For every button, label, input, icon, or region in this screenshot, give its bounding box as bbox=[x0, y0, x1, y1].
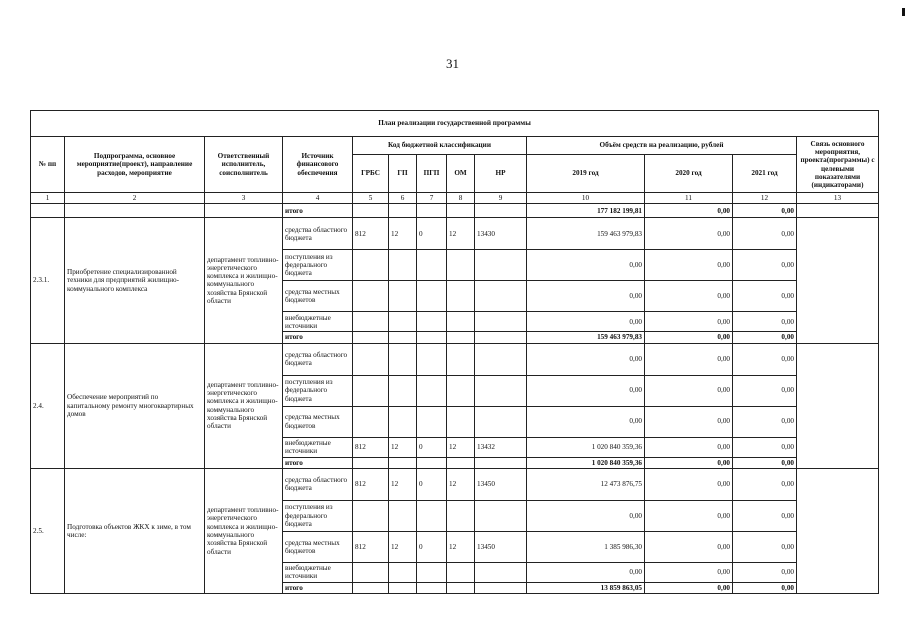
funding-source: поступления из федерального бюджета bbox=[283, 375, 353, 406]
value-2021: 0,00 bbox=[733, 312, 797, 332]
column-number: 10 bbox=[527, 193, 645, 204]
section-number: 2.4. bbox=[31, 343, 65, 468]
code-grbs: 812 bbox=[353, 468, 389, 500]
value-2020: 0,00 bbox=[645, 468, 733, 500]
funding-source: средства местных бюджетов bbox=[283, 531, 353, 562]
code-om bbox=[447, 375, 475, 406]
total-2019: 159 463 979,83 bbox=[527, 332, 645, 343]
code-gp bbox=[389, 500, 417, 531]
value-2020: 0,00 bbox=[645, 218, 733, 250]
code-pgp bbox=[417, 250, 447, 281]
value-2020: 0,00 bbox=[645, 531, 733, 562]
code-nr bbox=[475, 406, 527, 437]
code-om bbox=[447, 562, 475, 582]
section-link bbox=[797, 218, 879, 343]
value-2021: 0,00 bbox=[733, 468, 797, 500]
total-2021: 0,00 bbox=[733, 457, 797, 468]
code-om: 12 bbox=[447, 218, 475, 250]
value-2019: 0,00 bbox=[527, 500, 645, 531]
code-pgp: 0 bbox=[417, 437, 447, 457]
funding-source: поступления из федерального бюджета bbox=[283, 250, 353, 281]
column-number: 7 bbox=[417, 193, 447, 204]
header-budget-code: Код бюджетной классификации bbox=[353, 137, 527, 155]
header-gp: ГП bbox=[389, 155, 417, 193]
funding-source: внебюджетные источники bbox=[283, 437, 353, 457]
value-2021: 0,00 bbox=[733, 218, 797, 250]
code-om bbox=[447, 343, 475, 375]
value-2019: 1 385 986,30 bbox=[527, 531, 645, 562]
funding-source: средства местных бюджетов bbox=[283, 281, 353, 312]
value-2019: 0,00 bbox=[527, 281, 645, 312]
page-number: 31 bbox=[446, 56, 459, 71]
header-volume: Объём средств на реализацию, рублей bbox=[527, 137, 797, 155]
code-nr bbox=[475, 500, 527, 531]
value-2019: 159 463 979,83 bbox=[527, 218, 645, 250]
section-responsible: департамент топливно-энергетического комплекса и жилищно-коммунального хозяйства Брянской области bbox=[205, 218, 283, 343]
value-2020: 0,00 bbox=[645, 312, 733, 332]
value-2021: 0,00 bbox=[733, 531, 797, 562]
section-name: Обеспечение мероприятий по капитальному ремонту многоквартирных домов bbox=[65, 343, 205, 468]
value-2021: 0,00 bbox=[733, 406, 797, 437]
header-responsible: Ответственный исполнитель, соисполнитель bbox=[205, 137, 283, 193]
code-gp bbox=[389, 281, 417, 312]
header-2020: 2020 год bbox=[645, 155, 733, 193]
section-number: 2.5. bbox=[31, 468, 65, 593]
code-gp: 12 bbox=[389, 468, 417, 500]
column-number: 6 bbox=[389, 193, 417, 204]
code-om: 12 bbox=[447, 468, 475, 500]
code-om bbox=[447, 312, 475, 332]
total-2020: 0,00 bbox=[645, 204, 733, 218]
code-grbs: 812 bbox=[353, 531, 389, 562]
total-label: итого bbox=[283, 332, 353, 343]
header-link: Связь основного мероприятия, проекта(программы) с целевыми показателями (индикаторами) bbox=[797, 137, 879, 193]
code-gp bbox=[389, 406, 417, 437]
header-num: № пп bbox=[31, 137, 65, 193]
total-2020: 0,00 bbox=[645, 582, 733, 593]
code-grbs bbox=[353, 343, 389, 375]
code-grbs bbox=[353, 375, 389, 406]
header-grbs: ГРБС bbox=[353, 155, 389, 193]
total-2019: 1 020 840 359,36 bbox=[527, 457, 645, 468]
code-pgp: 0 bbox=[417, 218, 447, 250]
code-gp bbox=[389, 312, 417, 332]
section-name: Подготовка объектов ЖКХ к зиме, в том числе: bbox=[65, 468, 205, 593]
section-responsible: департамент топливно-энергетического комплекса и жилищно-коммунального хозяйства Брянской области bbox=[205, 343, 283, 468]
value-2021: 0,00 bbox=[733, 281, 797, 312]
value-2020: 0,00 bbox=[645, 250, 733, 281]
total-2021: 0,00 bbox=[733, 582, 797, 593]
table-title: План реализации государственной программы bbox=[31, 111, 879, 137]
header-nr: НР bbox=[475, 155, 527, 193]
funding-source: внебюджетные источники bbox=[283, 312, 353, 332]
value-2020: 0,00 bbox=[645, 406, 733, 437]
code-grbs bbox=[353, 562, 389, 582]
value-2020: 0,00 bbox=[645, 500, 733, 531]
section-name: Приобретение специализированной техники для предприятий жилищно-коммунального комплекса bbox=[65, 218, 205, 343]
code-grbs: 812 bbox=[353, 218, 389, 250]
code-nr bbox=[475, 375, 527, 406]
code-nr: 13430 bbox=[475, 218, 527, 250]
code-nr: 13450 bbox=[475, 468, 527, 500]
code-pgp: 0 bbox=[417, 468, 447, 500]
code-gp: 12 bbox=[389, 531, 417, 562]
value-2020: 0,00 bbox=[645, 562, 733, 582]
implementation-plan-table bbox=[30, 110, 879, 594]
total-label: итого bbox=[283, 204, 353, 218]
code-pgp bbox=[417, 281, 447, 312]
funding-source: средства областного бюджета bbox=[283, 218, 353, 250]
value-2019: 0,00 bbox=[527, 562, 645, 582]
code-nr bbox=[475, 343, 527, 375]
total-2020: 0,00 bbox=[645, 457, 733, 468]
value-2019: 1 020 840 359,36 bbox=[527, 437, 645, 457]
value-2020: 0,00 bbox=[645, 375, 733, 406]
code-om bbox=[447, 500, 475, 531]
code-grbs bbox=[353, 250, 389, 281]
column-number-row bbox=[31, 193, 879, 204]
funding-source: поступления из федерального бюджета bbox=[283, 500, 353, 531]
value-2019: 0,00 bbox=[527, 406, 645, 437]
value-2019: 0,00 bbox=[527, 343, 645, 375]
column-number: 5 bbox=[353, 193, 389, 204]
code-nr bbox=[475, 250, 527, 281]
total-2020: 0,00 bbox=[645, 332, 733, 343]
column-number: 2 bbox=[65, 193, 205, 204]
code-om: 12 bbox=[447, 437, 475, 457]
section-link bbox=[797, 468, 879, 593]
column-number: 12 bbox=[733, 193, 797, 204]
code-pgp bbox=[417, 312, 447, 332]
section-number: 2.3.1. bbox=[31, 218, 65, 343]
total-2019: 177 182 199,81 bbox=[527, 204, 645, 218]
value-2019: 0,00 bbox=[527, 312, 645, 332]
code-grbs: 812 bbox=[353, 437, 389, 457]
code-nr bbox=[475, 562, 527, 582]
value-2020: 0,00 bbox=[645, 343, 733, 375]
code-gp: 12 bbox=[389, 218, 417, 250]
code-grbs bbox=[353, 312, 389, 332]
code-nr: 13432 bbox=[475, 437, 527, 457]
top-total-row bbox=[31, 204, 879, 218]
code-om: 12 bbox=[447, 531, 475, 562]
code-nr: 13450 bbox=[475, 531, 527, 562]
code-grbs bbox=[353, 500, 389, 531]
column-number: 1 bbox=[31, 193, 65, 204]
value-2021: 0,00 bbox=[733, 500, 797, 531]
header-pgp: ПГП bbox=[417, 155, 447, 193]
table-row bbox=[31, 343, 879, 375]
code-gp bbox=[389, 562, 417, 582]
code-gp bbox=[389, 375, 417, 406]
column-number: 4 bbox=[283, 193, 353, 204]
total-label: итого bbox=[283, 457, 353, 468]
value-2019: 0,00 bbox=[527, 250, 645, 281]
code-pgp bbox=[417, 375, 447, 406]
funding-source: средства областного бюджета bbox=[283, 468, 353, 500]
code-nr bbox=[475, 312, 527, 332]
table-row bbox=[31, 218, 879, 250]
value-2021: 0,00 bbox=[733, 562, 797, 582]
header-2021: 2021 год bbox=[733, 155, 797, 193]
value-2020: 0,00 bbox=[645, 437, 733, 457]
column-number: 9 bbox=[475, 193, 527, 204]
value-2021: 0,00 bbox=[733, 343, 797, 375]
code-nr bbox=[475, 281, 527, 312]
total-2021: 0,00 bbox=[733, 204, 797, 218]
code-gp bbox=[389, 250, 417, 281]
funding-source: средства местных бюджетов bbox=[283, 406, 353, 437]
code-pgp bbox=[417, 500, 447, 531]
code-om bbox=[447, 406, 475, 437]
code-om bbox=[447, 250, 475, 281]
code-om bbox=[447, 281, 475, 312]
code-grbs bbox=[353, 406, 389, 437]
section-link bbox=[797, 343, 879, 468]
column-number: 11 bbox=[645, 193, 733, 204]
column-number: 13 bbox=[797, 193, 879, 204]
column-number: 3 bbox=[205, 193, 283, 204]
header-source: Источник финансового обеспечения bbox=[283, 137, 353, 193]
column-number: 8 bbox=[447, 193, 475, 204]
value-2019: 12 473 876,75 bbox=[527, 468, 645, 500]
code-pgp: 0 bbox=[417, 531, 447, 562]
funding-source: средства областного бюджета bbox=[283, 343, 353, 375]
code-grbs bbox=[353, 281, 389, 312]
total-2019: 13 859 863,05 bbox=[527, 582, 645, 593]
code-pgp bbox=[417, 406, 447, 437]
value-2019: 0,00 bbox=[527, 375, 645, 406]
code-pgp bbox=[417, 562, 447, 582]
header-name: Подпрограмма, основное мероприятие(проект), направление расходов, мероприятие bbox=[65, 137, 205, 193]
value-2021: 0,00 bbox=[733, 437, 797, 457]
header-2019: 2019 год bbox=[527, 155, 645, 193]
value-2020: 0,00 bbox=[645, 281, 733, 312]
table-row bbox=[31, 468, 879, 500]
section-responsible: департамент топливно-энергетического комплекса и жилищно-коммунального хозяйства Брянской области bbox=[205, 468, 283, 593]
header-om: ОМ bbox=[447, 155, 475, 193]
value-2021: 0,00 bbox=[733, 250, 797, 281]
code-pgp bbox=[417, 343, 447, 375]
total-2021: 0,00 bbox=[733, 332, 797, 343]
code-gp bbox=[389, 343, 417, 375]
total-label: итого bbox=[283, 582, 353, 593]
value-2021: 0,00 bbox=[733, 375, 797, 406]
code-gp: 12 bbox=[389, 437, 417, 457]
funding-source: внебюджетные источники bbox=[283, 562, 353, 582]
